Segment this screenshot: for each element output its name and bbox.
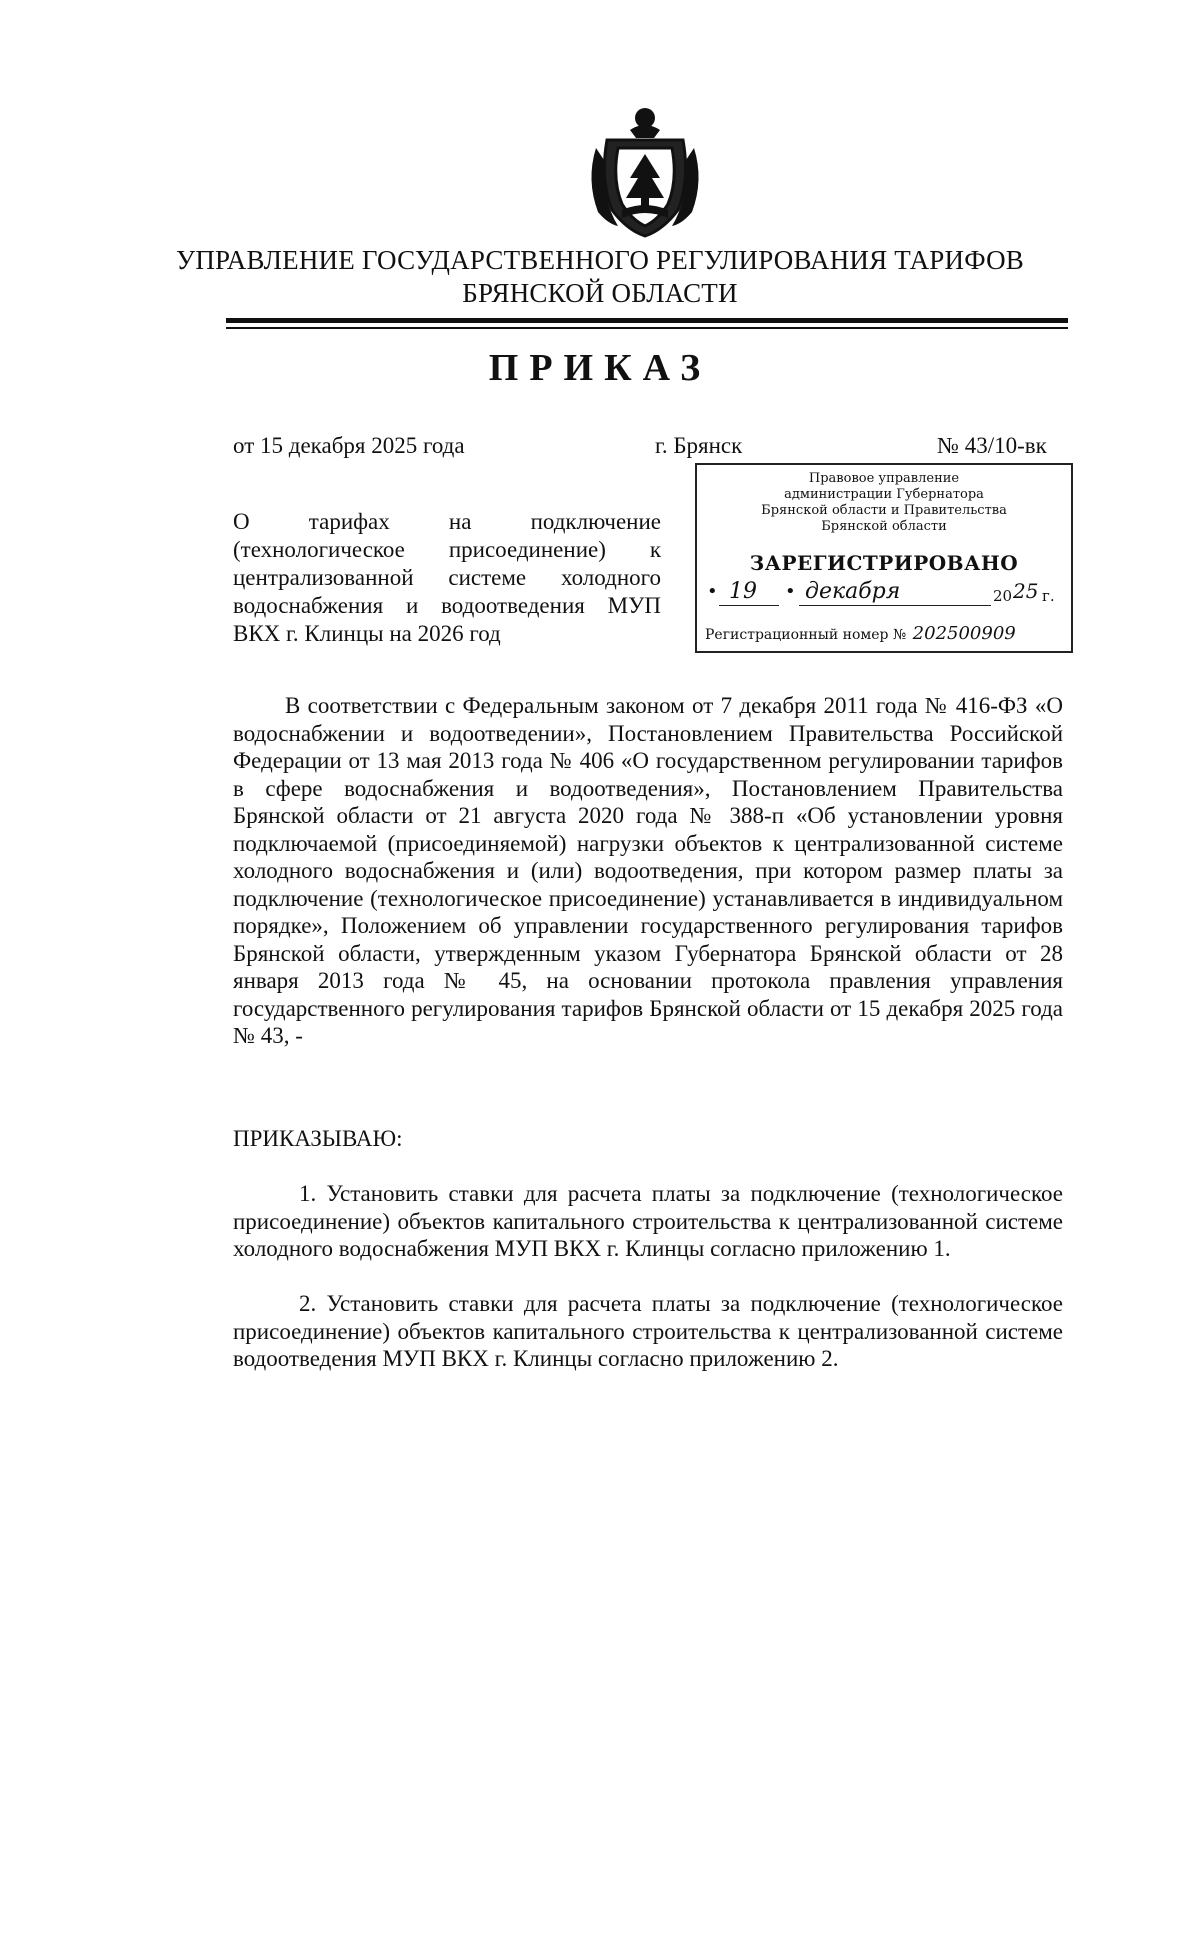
document-city: г. Брянск (655, 433, 743, 458)
document-number: № 43/10-вк (937, 433, 1047, 458)
header-divider-thick (226, 318, 1068, 323)
stamp-year-prefix: 20 (993, 587, 1013, 605)
organization-name-line2: БРЯНСКОЙ ОБЛАСТИ (462, 278, 738, 308)
stamp-month-line (799, 605, 991, 606)
stamp-day-line (719, 605, 779, 606)
document-subject: О тарифах на подключение (технологическое присоединение) к централизованной системе холодного водоснабжения и водоотведения МУП ВКХ г. Клинцы на 2026 год (233, 509, 661, 646)
organization-name-line1: УПРАВЛЕНИЕ ГОСУДАРСТВЕННОГО РЕГУЛИРОВАНИЯ ТАРИФОВ (176, 245, 1024, 275)
coat-of-arms-icon (582, 100, 708, 240)
stamp-line: Правовое управление (808, 471, 960, 486)
document-date: от 15 декабря 2025 года (233, 433, 465, 458)
preamble-paragraph: В соответствии с Федеральным законом от 7 декабря 2011 года № 416-ФЗ «О водоснабжении и водоотведении», Постановлением Правительства Российской Федерации от 13 мая 2013 года № 406 «О государственном регулировании тарифов в сфере водоснабжения и водоотведения», Постановлением Правительства Брянской области от 21 августа 2020 года № 388-п «Об установлении уровня подключаемой (присоединяемой) нагрузки объектов к централизованной системе холодного водоснабжения и (или) водоотведения, при котором размер платы за подключение (технологическое присоединение) устанавливается в индивидуальном порядке», Положением об управлении государственного регулирования тарифов Брянской области, утвержденным указом Губернатора Брянской области от 28 января 2013 года № 45, на основании протокола правления управления государственного регулирования тарифов Брянской области от 15 декабря 2025 года № 43, - (233, 693, 1063, 1048)
order-item: 1. Установить ставки для расчета платы за подключение (технологическое присоединение) объектов капитального строительства к централизованной системе холодного водоснабжения МУП ВКХ г. Клинцы согласно приложению 1. (233, 1181, 1063, 1261)
stamp-registration-label: Регистрационный номер № (705, 627, 907, 643)
order-item: 2. Установить ставки для расчета платы за подключение (технологическое присоединение) объектов капитального строительства к централизованной системе водоотведения МУП ВКХ г. Клинцы согласно приложению 2. (233, 1291, 1063, 1371)
stamp-month: декабря (805, 579, 901, 604)
organization-name (150, 244, 1050, 310)
stamp-year: 25 (1013, 579, 1039, 603)
order-directive: ПРИКАЗЫВАЮ: (233, 1126, 403, 1151)
stamp-line: Брянской области (821, 519, 947, 534)
stamp-line: Брянской области и Правительства (761, 503, 1007, 518)
stamp-line: администрации Губернатора (784, 487, 984, 502)
document-type-title: ПРИКАЗ (488, 347, 712, 389)
stamp-authority (697, 471, 1071, 535)
stamp-bullet: • (707, 581, 718, 602)
stamp-registered-label: ЗАРЕГИСТРИРОВАНО (749, 551, 1019, 575)
stamp-day: 19 (729, 579, 757, 604)
stamp-registration-row (705, 623, 1014, 644)
registration-stamp (695, 463, 1073, 653)
stamp-bullet: • (785, 581, 796, 602)
header-divider-thin (226, 327, 1068, 329)
stamp-registration-number: 202500909 (912, 623, 1016, 644)
stamp-year-suffix: г. (1042, 587, 1055, 605)
